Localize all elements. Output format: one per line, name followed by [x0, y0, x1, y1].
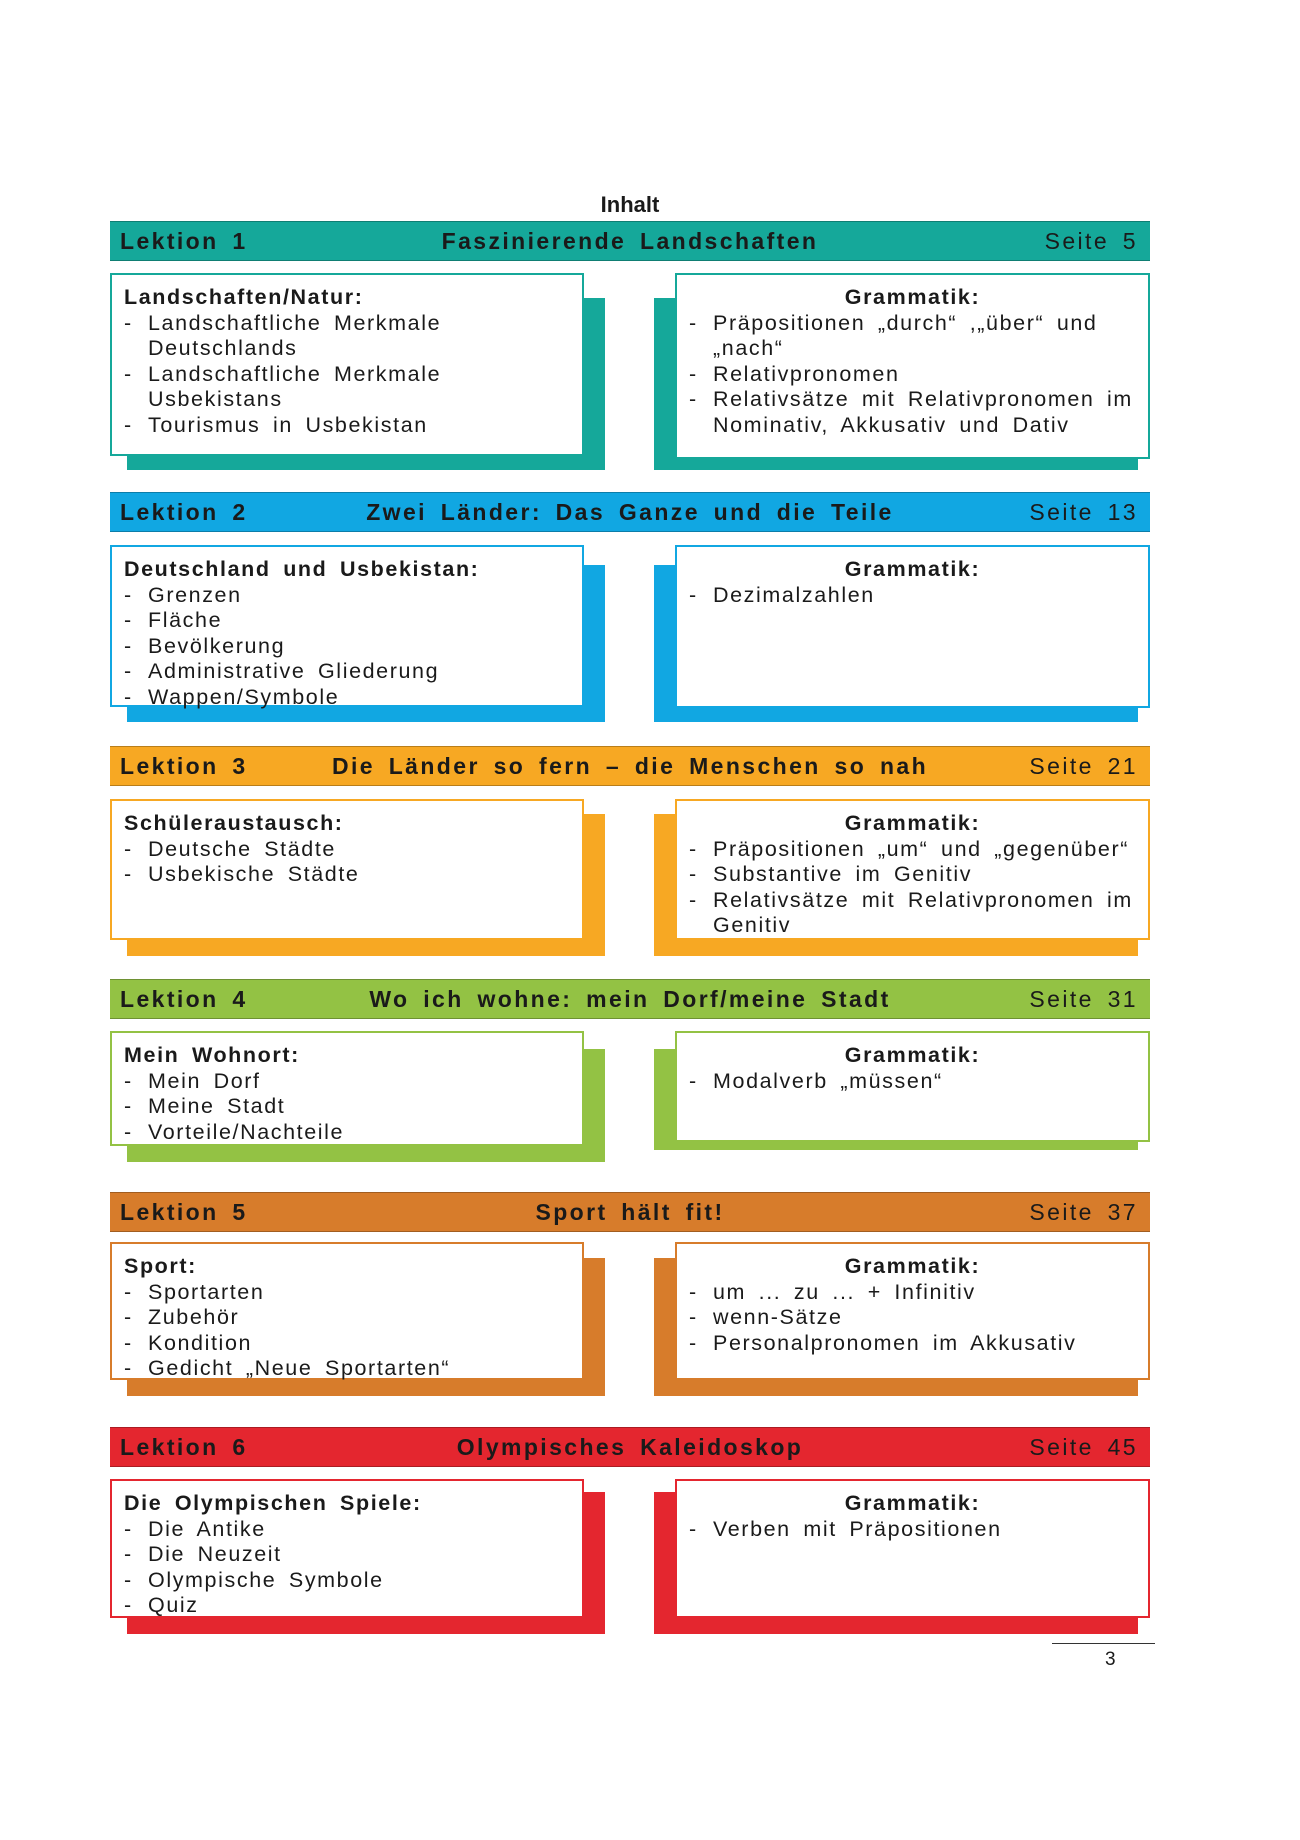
lesson-bar — [110, 1192, 1150, 1232]
list-item: - Vorteile/Nachteile — [124, 1119, 345, 1144]
lesson-topic: Zwei Länder: Das Ganze und die Teile — [366, 499, 894, 525]
topic-box-title: Deutschland und Usbekistan: — [124, 557, 480, 581]
topic-box-title: Mein Wohnort: — [124, 1043, 300, 1067]
lesson-page: Seite 37 — [1029, 1199, 1138, 1225]
lesson-topic: Sport hält fit! — [535, 1199, 725, 1225]
footer-rule — [1052, 1643, 1155, 1644]
lesson-bar — [110, 492, 1150, 532]
list-item: - Zubehör — [124, 1305, 240, 1329]
list-item: - Gedicht „Neue Sportarten“ — [124, 1356, 451, 1380]
topic-box — [110, 1479, 584, 1618]
grammar-box — [675, 1031, 1150, 1142]
list-item: - Die Antike — [124, 1516, 266, 1541]
list-item: - Personalpronomen im Akkusativ — [689, 1330, 1077, 1355]
lesson-page: Seite 5 — [1044, 228, 1138, 254]
grammar-box-title: Grammatik: — [844, 557, 981, 581]
lesson-bar — [110, 1427, 1150, 1467]
list-item: - Grenzen — [124, 582, 242, 607]
lesson-topic: Faszinierende Landschaften — [441, 228, 819, 254]
lesson-bar — [110, 746, 1150, 786]
topic-box-title: Die Olympischen Spiele: — [124, 1491, 422, 1515]
list-item: - Relativsätze mit Relativpronomen im Genitiv — [689, 887, 1133, 937]
lesson-bar — [110, 221, 1150, 261]
grammar-box — [675, 1242, 1150, 1380]
list-item: - wenn-Sätze — [689, 1305, 843, 1329]
topic-box-title: Sport: — [124, 1254, 197, 1278]
list-item: - Landschaftliche Merkmale Usbekistans — [124, 361, 442, 411]
grammar-box — [675, 799, 1150, 940]
lesson-number: Lektion 4 — [120, 986, 248, 1012]
topic-box-title: Schüleraustausch: — [124, 811, 344, 835]
page-title: Inhalt — [600, 192, 660, 217]
list-item: - Quiz — [124, 1593, 199, 1617]
list-item: - Deutsche Städte — [124, 836, 336, 861]
list-item: - Wappen/Symbole — [124, 684, 340, 709]
grammar-box — [675, 545, 1150, 708]
list-item: - um ... zu ... + Infinitiv — [689, 1279, 976, 1304]
list-item: - Substantive im Genitiv — [689, 862, 973, 886]
lesson-number: Lektion 6 — [120, 1434, 248, 1460]
topic-box — [110, 273, 584, 456]
list-item: - Landschaftliche Merkmale Deutschlands — [124, 310, 442, 360]
grammar-box-title: Grammatik: — [844, 1491, 981, 1515]
list-item: - Meine Stadt — [124, 1094, 286, 1118]
list-item: - Verben mit Präpositionen — [689, 1516, 1002, 1541]
list-item: - Präpositionen „um“ und „gegenüber“ — [689, 836, 1129, 861]
lesson-topic: Olympisches Kaleidoskop — [456, 1434, 804, 1460]
list-item: - Olympische Symbole — [124, 1567, 384, 1592]
list-item: - Modalverb „müssen“ — [689, 1068, 943, 1093]
lesson-topic: Die Länder so fern – die Menschen so nah — [331, 753, 929, 779]
topic-box — [110, 799, 584, 940]
lesson-number: Lektion 3 — [120, 753, 248, 779]
list-item: - Relativsätze mit Relativpronomen im Nominativ, Akkusativ und Dativ — [689, 387, 1133, 437]
list-item: - Mein Dorf — [124, 1068, 261, 1093]
topic-box — [110, 545, 584, 707]
topic-box — [110, 1031, 584, 1146]
list-item: - Administrative Gliederung — [124, 659, 440, 683]
grammar-box — [675, 1479, 1150, 1618]
list-item: - Relativpronomen — [689, 361, 900, 386]
topic-box-title: Landschaften/Natur: — [124, 285, 364, 309]
page-number: 3 — [1105, 1649, 1116, 1670]
lesson-number: Lektion 1 — [120, 228, 248, 254]
grammar-box — [675, 273, 1150, 459]
grammar-box-title: Grammatik: — [844, 811, 981, 835]
lesson-page: Seite 13 — [1029, 499, 1138, 525]
list-item: - Fläche — [124, 608, 223, 632]
lesson-page: Seite 31 — [1029, 986, 1138, 1012]
lesson-page: Seite 21 — [1029, 753, 1138, 779]
grammar-box-title: Grammatik: — [844, 1254, 981, 1278]
lesson-page: Seite 45 — [1029, 1434, 1138, 1460]
list-item: - Tourismus in Usbekistan — [124, 412, 428, 437]
list-item: - Kondition — [124, 1330, 253, 1355]
list-item: - Sportarten — [124, 1279, 265, 1304]
lesson-number: Lektion 5 — [120, 1199, 248, 1225]
list-item: - Dezimalzahlen — [689, 582, 875, 607]
list-item: - Usbekische Städte — [124, 862, 360, 886]
grammar-box-title: Grammatik: — [844, 285, 981, 309]
lesson-topic: Wo ich wohne: mein Dorf/meine Stadt — [369, 986, 891, 1012]
list-item: - Präpositionen „durch“ ,„über“ und „nach“ — [689, 310, 1098, 360]
lesson-number: Lektion 2 — [120, 499, 248, 525]
lesson-bar — [110, 979, 1150, 1019]
topic-box — [110, 1242, 584, 1380]
list-item: - Die Neuzeit — [124, 1542, 282, 1566]
list-item: - Bevölkerung — [124, 633, 286, 658]
grammar-box-title: Grammatik: — [844, 1043, 981, 1067]
